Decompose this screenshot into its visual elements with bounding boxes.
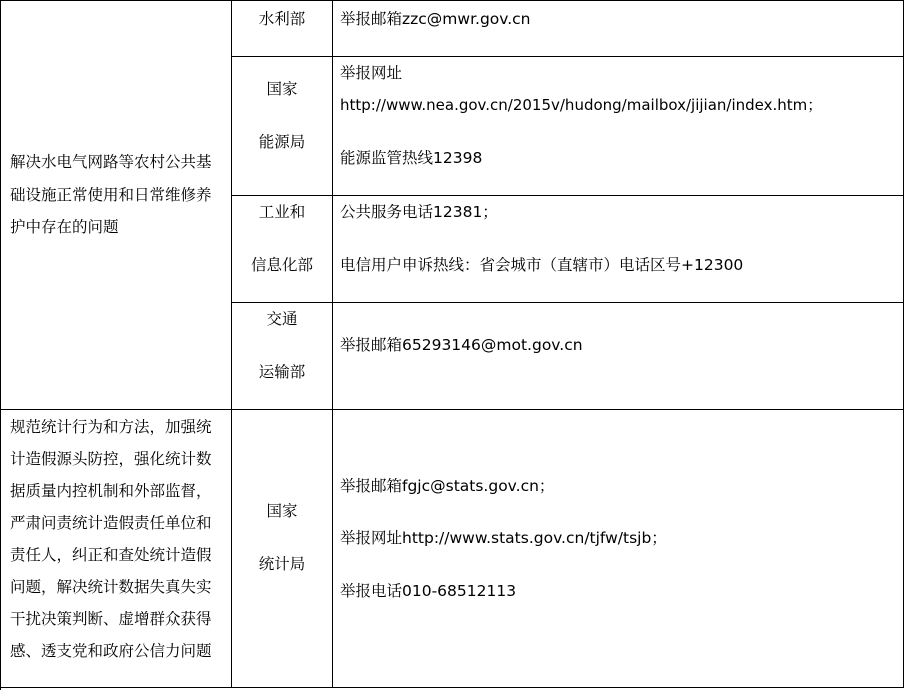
- contact-line: 举报网址: [340, 64, 403, 82]
- contact-line: 能源监管热线12398: [340, 149, 483, 167]
- contact-link[interactable]: 举报网址http://www.stats.gov.cn/tjfw/tsjb；: [340, 529, 667, 547]
- issue-text-line: 感、透支党和政府公信力问题: [10, 642, 212, 660]
- dept-name: 交通: [266, 310, 298, 328]
- contact-line: 举报邮箱65293146@mot.gov.cn: [340, 336, 583, 354]
- dept-name: 统计局: [258, 555, 306, 573]
- dept-name: 工业和: [258, 203, 306, 221]
- issue-text-line: 护中存在的问题: [10, 218, 119, 236]
- dept-name: 水利部: [258, 10, 306, 28]
- issue-text-line: 计造假源头防控，强化统计数: [10, 450, 212, 468]
- dept-cell-energy: [232, 57, 333, 196]
- contact-cell-statistics: [333, 410, 904, 688]
- contact-line: 公共服务电话12381；: [340, 203, 498, 221]
- issue-text-line: 据质量内控机制和外部监督，: [10, 482, 212, 500]
- contact-line: 电信用户申诉热线：省会城市（直辖市）电话区号+12300: [340, 256, 744, 274]
- issue-text-line: 解决水电气网路等农村公共基: [10, 153, 212, 171]
- contact-line: 举报邮箱fgjc@stats.gov.cn；: [340, 477, 555, 495]
- dept-name: 运输部: [258, 363, 306, 381]
- contact-line: 举报电话010-68512113: [340, 582, 517, 600]
- dept-cell-statistics: [232, 410, 333, 688]
- contact-link[interactable]: http://www.nea.gov.cn/2015v/hudong/mailbox/jijian/index.htm；: [340, 96, 823, 114]
- issue-text-line: 规范统计行为和方法，加强统: [10, 418, 212, 436]
- issue-cell-rural-infrastructure: [0, 0, 232, 410]
- issue-text-line: 干扰决策判断、虚增群众获得: [10, 610, 212, 628]
- issue-text-line: 责任人，纠正和查处统计造假: [10, 546, 212, 564]
- contact-cell-transport: [333, 303, 904, 410]
- contact-line: 举报邮箱zzc@mwr.gov.cn: [340, 10, 531, 28]
- dept-name: 国家: [266, 502, 298, 520]
- contact-cell-energy: [333, 57, 904, 196]
- issue-text-line: 严肃问责统计造假责任单位和: [10, 514, 212, 532]
- dept-name: 能源局: [258, 133, 306, 151]
- issue-text-line: 问题，解决统计数据失真失实: [10, 578, 212, 596]
- dept-name: 国家: [266, 80, 298, 98]
- issue-text-line: 础设施正常使用和日常维修养: [10, 186, 212, 204]
- dept-name: 信息化部: [250, 256, 313, 274]
